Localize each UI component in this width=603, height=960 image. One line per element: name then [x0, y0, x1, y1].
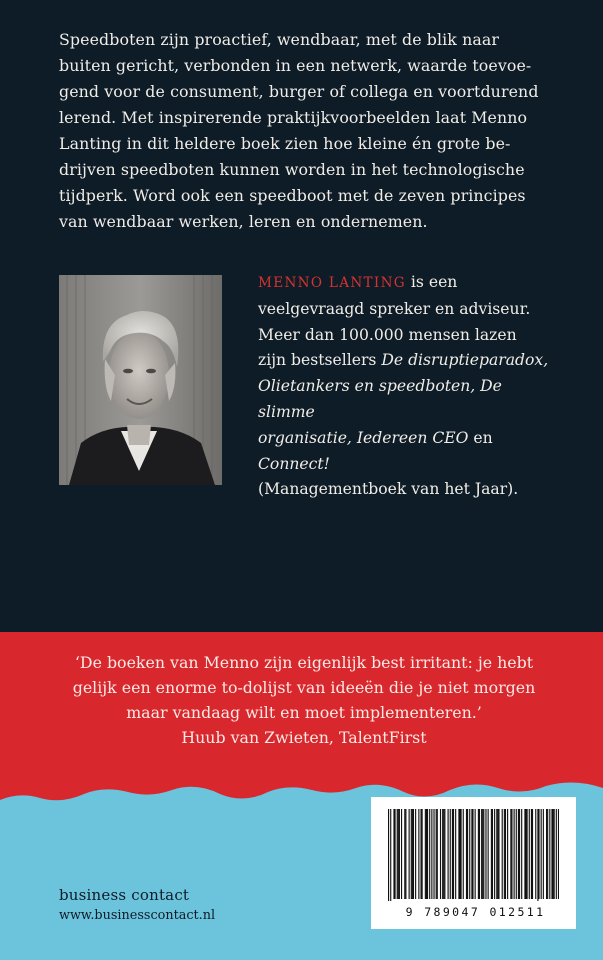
barcode-bar: [546, 809, 547, 899]
barcode-bar: [440, 809, 441, 899]
barcode-bar: [399, 809, 400, 899]
barcode-bar: [388, 809, 389, 901]
barcode-bar: [442, 809, 443, 899]
blurb-line: buiten gericht, verbonden in een netwerk, waarde toevoe-: [59, 56, 532, 75]
book-title: De slimme: [258, 377, 502, 421]
barcode-bar: [538, 809, 539, 899]
barcode-bar: [535, 809, 536, 899]
quote-line: gelijk een enorme to-dolijst van ideeën die je niet morgen: [72, 678, 536, 697]
barcode-bar: [437, 809, 438, 899]
barcode-bar: [553, 809, 554, 899]
barcode-bar: [413, 809, 414, 899]
barcode-bar: [481, 809, 482, 899]
barcode-bar: [411, 809, 412, 899]
bio-text: (Managementboek van het Jaar).: [258, 480, 519, 499]
bio-text: veelgevraagd spreker en adviseur.: [258, 299, 531, 318]
barcode-bar: [461, 809, 462, 899]
quote-line: ‘De boeken van Menno zijn eigenlijk best irritant: je hebt: [74, 653, 534, 672]
barcode-bar: [543, 809, 544, 899]
barcode-bar: [444, 809, 445, 899]
barcode-bar: [514, 809, 515, 899]
barcode-bar: [455, 809, 456, 899]
blurb-text: [59, 27, 549, 235]
book-title: Connect!: [258, 454, 330, 473]
barcode-bar: [426, 809, 427, 899]
publisher-name: business contact: [59, 886, 190, 904]
barcode-bar: [463, 809, 464, 899]
barcode-bar: [558, 809, 559, 899]
author-bio: [258, 270, 558, 503]
barcode-bar: [504, 809, 505, 899]
barcode-bar: [531, 809, 532, 899]
quote-attribution: Huub van Zwieten, TalentFirst: [181, 728, 427, 747]
barcode-bar: [551, 809, 552, 899]
barcode-bar: [431, 809, 432, 899]
barcode-bar: [404, 809, 405, 899]
barcode-bar: [425, 809, 426, 899]
barcode-bar: [405, 809, 406, 899]
barcode-bar: [475, 809, 476, 899]
barcode-bar: [459, 809, 460, 899]
barcode-bar: [483, 809, 484, 899]
barcode-bar: [436, 809, 437, 899]
barcode-bar: [488, 809, 489, 899]
barcode-bar: [494, 809, 495, 899]
barcode-bar: [394, 809, 395, 899]
barcode-bar: [527, 809, 528, 899]
barcode-bar: [393, 809, 394, 899]
barcode-bar: [485, 809, 486, 899]
barcode-bar: [390, 809, 391, 901]
blurb-line: gend voor de consument, burger of collega en voortdurend: [59, 82, 539, 101]
publisher-url: www.businesscontact.nl: [59, 908, 216, 923]
barcode-bar: [453, 809, 454, 899]
blurb-line: van wendbaar werken, leren en ondernemen.: [59, 212, 428, 231]
barcode-bar: [418, 809, 419, 899]
barcode-bar: [521, 809, 522, 899]
barcode-bar: [516, 809, 517, 899]
barcode-bar: [397, 809, 398, 899]
barcode-bar: [537, 809, 538, 901]
barcode-bar: [541, 809, 542, 899]
barcode-bar: [433, 809, 434, 899]
barcode-bar: [519, 809, 520, 899]
barcode-bar: [518, 809, 519, 899]
quote-line: maar vandaag wilt en moet implementeren.’: [126, 703, 482, 722]
barcode-bar: [491, 809, 492, 899]
barcode-bar: [471, 809, 472, 899]
barcode-bar: [420, 809, 421, 899]
barcode-bar: [458, 809, 459, 899]
book-title: De disruptieparadox,: [381, 351, 549, 370]
bio-text: zijn bestsellers: [258, 351, 382, 370]
barcode-bar: [547, 809, 548, 899]
barcode-bar: [469, 809, 470, 899]
barcode-bar: [496, 809, 497, 899]
barcode-bar: [401, 809, 402, 899]
barcode-bar: [443, 809, 444, 899]
bio-text: en: [468, 428, 493, 447]
barcode-bar: [415, 809, 416, 899]
barcode-bar: [450, 809, 451, 899]
barcode-bar: [422, 809, 423, 899]
barcode-bar: [409, 809, 410, 899]
blurb-line: drijven speedboten kunnen worden in het technologische: [59, 160, 525, 179]
book-title: Iedereen CEO: [356, 428, 469, 447]
review-quote: [64, 650, 544, 750]
barcode: [371, 797, 576, 929]
barcode-bar: [556, 809, 557, 899]
barcode-bar: [398, 809, 399, 899]
barcode-bar: [497, 809, 498, 899]
barcode-bar: [498, 809, 499, 899]
barcode-bar: [525, 809, 526, 899]
barcode-bar: [478, 809, 479, 899]
barcode-bar: [532, 809, 533, 899]
barcode-bar: [549, 809, 550, 899]
bio-text: Meer dan 100.000 mensen lazen: [258, 325, 517, 344]
barcode-bar: [529, 809, 530, 899]
book-title: Olietankers en speedboten,: [258, 377, 476, 396]
barcode-bar: [472, 809, 473, 899]
bio-text: is een: [405, 273, 458, 291]
barcode-bar: [429, 809, 430, 899]
barcode-bar: [452, 809, 453, 899]
blurb-line: Speedboten zijn proactief, wendbaar, met de blik naar: [59, 30, 500, 49]
isbn-number: 9 789047 012511: [405, 905, 546, 919]
barcode-bars: [388, 809, 559, 901]
barcode-bar: [479, 809, 480, 899]
book-title: organisatie,: [258, 428, 352, 447]
author-name: MENNO LANTING: [258, 275, 406, 291]
blurb-line: lerend. Met inspirerende praktijkvoorbeelden laat Menno: [59, 108, 528, 127]
barcode-bar: [554, 809, 555, 899]
barcode-bar: [492, 809, 493, 899]
barcode-bar: [505, 809, 506, 899]
blurb-line: tijdperk. Word ook een speedboot met de zeven principes: [59, 186, 526, 205]
barcode-bar: [510, 809, 511, 899]
barcode-bar: [467, 809, 468, 899]
barcode-bar: [427, 809, 428, 899]
barcode-bar: [502, 809, 503, 899]
barcode-bar: [412, 809, 413, 899]
barcode-bar: [507, 809, 508, 899]
author-photo: [59, 275, 222, 485]
barcode-bar: [482, 809, 483, 899]
blurb-line: Lanting in dit heldere boek zien hoe kleine én grote be-: [59, 134, 511, 153]
barcode-bar: [511, 809, 512, 899]
barcode-bar: [524, 809, 525, 899]
barcode-bar: [466, 809, 467, 899]
barcode-bar: [448, 809, 449, 899]
